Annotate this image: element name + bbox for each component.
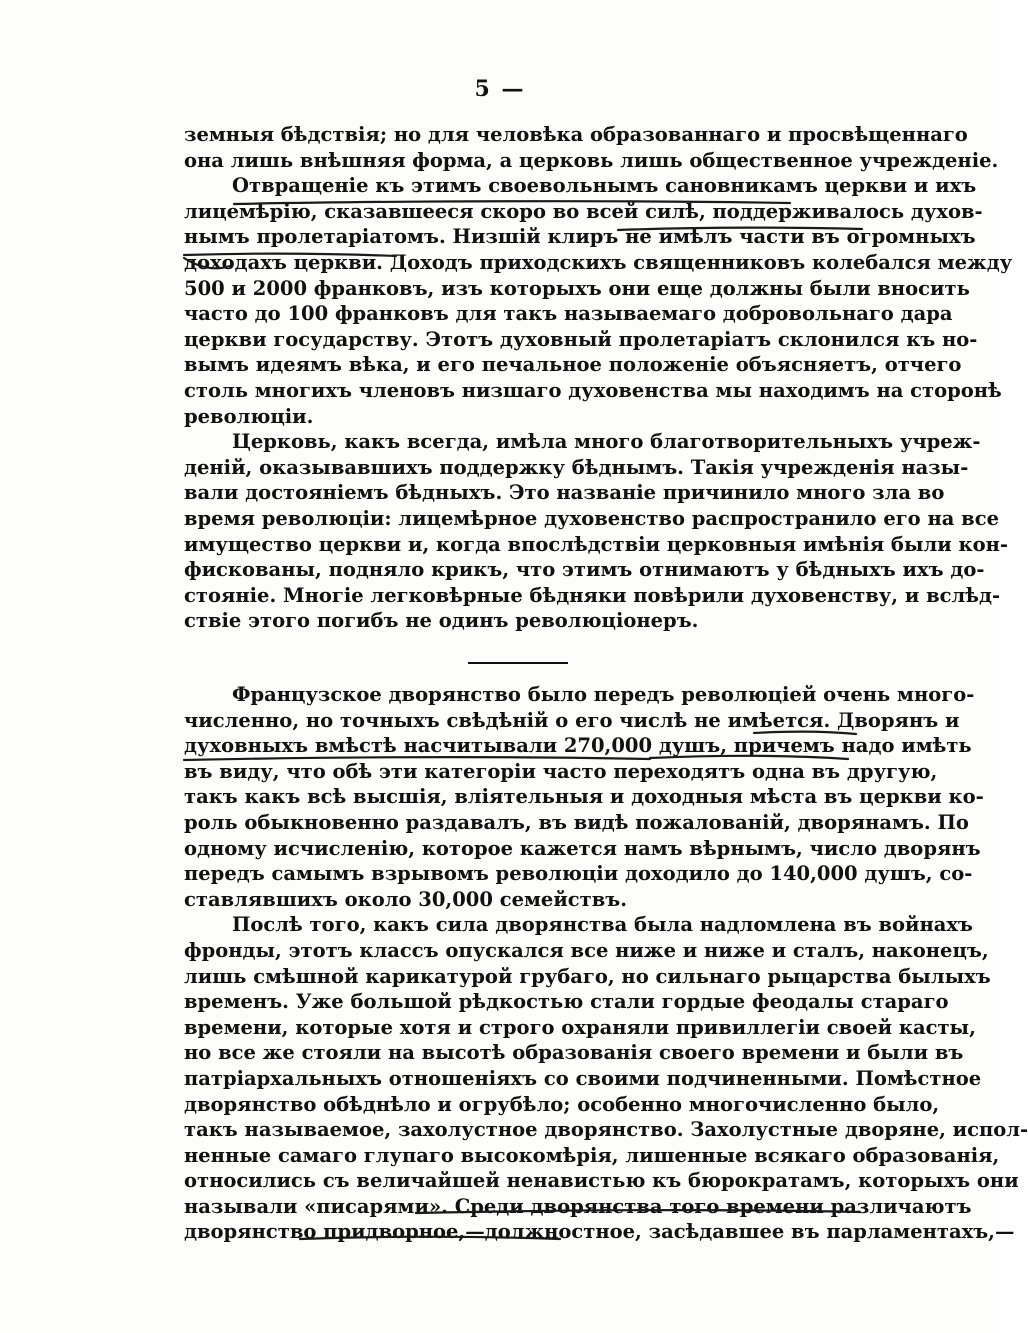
text-line: деній, оказывавшихъ поддержку бѣднымъ. Такія учрежденія назы- — [184, 455, 969, 479]
paragraph-start-line: Послѣ того, какъ сила дворянства была надломлена въ войнахъ — [232, 913, 973, 937]
text-line: ствіе этого погибъ не одинъ революціонеръ. — [184, 609, 699, 633]
text-section-church — [184, 122, 1013, 634]
text-line: она лишь внѣшняя форма, а церковь лишь общественное учрежденіе. — [184, 148, 999, 172]
text-line: вали достояніемъ бѣдныхъ. Это названіе причинило много зла во — [184, 481, 945, 505]
text-line: ненные самаго глупаго высокомѣрія, лишенные всякаго образованія, — [184, 1143, 1000, 1167]
text-line: церкви государству. Этотъ духовный пролетаріатъ склонился къ но- — [184, 327, 978, 351]
text-line: духовныхъ вмѣстѣ насчитывали 270,000 душъ, причемъ надо имѣть — [184, 734, 972, 758]
text-line: столь многихъ членовъ низшаго духовенства мы находимъ на сторонѣ — [184, 378, 1002, 402]
text-line: но все же стояли на высотѣ образованія своего времени и были въ — [184, 1041, 964, 1065]
text-line: роль обыкновенно раздавалъ, въ видѣ пожалованій, дворянамъ. По — [184, 810, 969, 834]
text-line: земныя бѣдствія; но для человѣка образованнаго и просвѣщеннаго — [184, 123, 968, 146]
paragraph-start-line: Церковь, какъ всегда, имѣла много благотворительныхъ учреж- — [232, 430, 981, 454]
text-line: времени, которые хотя и строго охраняли привиллегіи своей касты, — [184, 1015, 976, 1039]
text-line: дворянство придворное,—должностное, засѣдавшее въ парламентахъ,— — [184, 1220, 1015, 1244]
paragraph-start-line: Отвращеніе къ этимъ своевольнымъ сановникамъ церкви и ихъ — [232, 174, 977, 198]
paragraph-start-line: Французское дворянство было передъ революціей очень много- — [232, 683, 975, 706]
text-line: часто до 100 франковъ для такъ называемаго добровольнаго дара — [184, 302, 953, 326]
text-line: относились съ величайшей ненавистью къ бюрократамъ, которыхъ они — [184, 1169, 1019, 1193]
text-line: одному исчисленію, которое кажется намъ вѣрнымъ, число дворянъ — [184, 836, 981, 860]
section-divider — [468, 662, 568, 664]
text-line: численно, но точныхъ свѣдѣній о его числѣ не имѣется. Дворянъ и — [184, 708, 960, 732]
text-line: такъ называемое, захолустное дворянство. Захолустные дворяне, испол- — [184, 1118, 1028, 1142]
text-line: ставлявшихъ около 30,000 семействъ. — [184, 887, 628, 911]
text-section-nobility — [184, 682, 1028, 1245]
text-line: 500 и 2000 франковъ, изъ которыхъ они еще должны были вносить — [184, 276, 970, 300]
text-line: революціи. — [184, 404, 314, 428]
text-line: стояніе. Многіе легковѣрные бѣдняки повѣрили духовенству, и вслѣд- — [184, 583, 1001, 607]
text-line: лицемѣрію, сказавшееся скоро во всей силѣ, поддерживалось духов- — [184, 199, 983, 223]
text-line: такъ какъ всѣ высшія, вліятельныя и доходныя мѣста въ церкви ко- — [184, 785, 984, 809]
text-line: въ виду, что обѣ эти категоріи часто переходятъ одна въ другую, — [184, 759, 938, 783]
text-line: нымъ пролетаріатомъ. Низшій клиръ не имѣлъ части въ огромныхъ — [184, 225, 976, 249]
page-number: 5 — — [474, 76, 526, 102]
text-line: называли «писарями». Среди дворянства того времени различаютъ — [184, 1194, 972, 1218]
text-line: фискованы, подняло крикъ, что этимъ отнимаютъ у бѣдныхъ ихъ до- — [184, 558, 985, 582]
text-line: фронды, этотъ классъ опускался все ниже и ниже и сталъ, наконецъ, — [184, 938, 989, 962]
text-line: патріархальныхъ отношеніяхъ со своими подчиненными. Помѣстное — [184, 1066, 982, 1090]
text-line: лишь смѣшной карикатурой грубаго, но сильнаго рыцарства былыхъ — [184, 964, 991, 988]
text-line: передъ самымъ взрывомъ революціи доходило до 140,000 душъ, со- — [184, 862, 973, 886]
text-line: время революціи: лицемѣрное духовенство распространило его на все — [184, 506, 999, 530]
text-line: вымъ идеямъ вѣка, и его печальное положеніе объясняетъ, отчего — [184, 353, 962, 377]
text-line: дворянство обѣднѣло и огрубѣло; особенно многочисленно было, — [184, 1092, 940, 1116]
text-line: доходахъ церкви. Доходъ приходскихъ священниковъ колебался между — [184, 250, 1013, 274]
text-line: временъ. Уже большой рѣдкостью стали гордые феодалы стараго — [184, 990, 949, 1014]
text-line: имущество церкви и, когда впослѣдствіи церковныя имѣнія были кон- — [184, 532, 1008, 556]
